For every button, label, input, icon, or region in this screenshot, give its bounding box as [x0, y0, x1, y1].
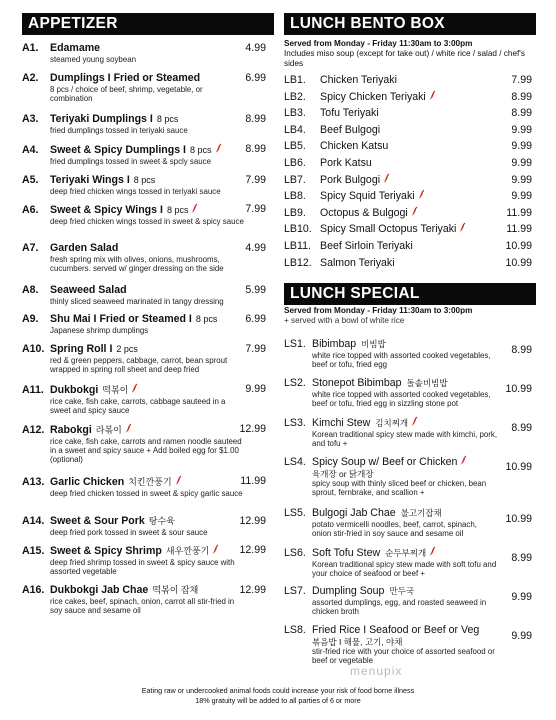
- item-code: LB7.: [284, 173, 306, 186]
- right-column: [284, 0, 536, 665]
- menu-item: [284, 546, 536, 578]
- menu-item-row: [22, 174, 274, 187]
- item-price: 9.99: [511, 630, 532, 642]
- item-name: Pork Bulgogi: [320, 173, 381, 186]
- item-code: LS7.: [284, 585, 306, 597]
- item-code: LS3.: [284, 417, 306, 429]
- menu-item: [284, 416, 536, 448]
- special-rice-note: + served with a bowl of white rice: [284, 316, 405, 325]
- item-name: Dumplings I Fried or Steamed: [50, 72, 201, 84]
- item-code: LS2.: [284, 377, 306, 389]
- item-name: Spicy Small Octopus Teriyaki: [320, 223, 457, 236]
- item-price: 12.99: [239, 515, 266, 527]
- appetizer-header: [22, 13, 274, 35]
- menu-item-row: [22, 42, 274, 55]
- item-price: 8.99: [511, 107, 532, 120]
- item-price: 6.99: [245, 72, 266, 84]
- special-subtitle: [284, 306, 536, 326]
- item-name: Beef Sirloin Teriyaki: [320, 239, 413, 252]
- menu-item: [284, 72, 536, 89]
- item-name: Chicken Katsu: [320, 140, 389, 153]
- item-price: 10.99: [505, 461, 532, 473]
- item-description: fresh spring mix with olives, onions, mushrooms, cucumbers. served w/ ginger dressing on the side: [50, 255, 224, 273]
- menu-item-row: [284, 416, 536, 430]
- item-price: 7.99: [245, 203, 266, 215]
- menu-item-row: [284, 172, 536, 189]
- menu-item-row: [284, 546, 536, 560]
- item-description: white rice topped with assorted cooked vegetables, beef or tofu, fried egg: [312, 351, 491, 369]
- item-description: deep fried shrimp tossed in sweet & spicy sauce with assorted vegetable: [50, 558, 235, 576]
- menu-item-row: [284, 238, 536, 255]
- item-code: LB8.: [284, 190, 306, 203]
- item-description: Korean traditional spicy stew made with kimchi, pork, and tofu +: [312, 430, 498, 448]
- item-name: Garlic Chicken: [50, 476, 125, 488]
- menu-item: [284, 624, 536, 665]
- item-note: 8 pcs: [156, 114, 179, 124]
- item-name: Spicy Squid Teriyaki: [320, 190, 415, 203]
- item-name: Salmon Teriyaki: [320, 256, 395, 269]
- item-description: red & green peppers, cabbage, carrot, bean sprout wrapped in spring roll sheet and deep fried: [50, 356, 228, 374]
- chili-pepper-icon: [215, 143, 222, 153]
- menu-item: [22, 242, 274, 273]
- menu-item-row: [284, 255, 536, 272]
- item-description: Japanese shrimp dumplings: [50, 326, 149, 335]
- item-price: 4.99: [245, 42, 266, 54]
- item-code: LS1.: [284, 338, 306, 350]
- item-name: Beef Bulgogi: [320, 123, 381, 136]
- item-note: 8 pcs: [189, 145, 212, 155]
- special-header: [284, 283, 536, 305]
- item-description: deep fried pork tossed in sweet & sour sauce: [50, 528, 208, 537]
- item-name: Seaweed Salad: [50, 284, 127, 296]
- left-column: [22, 0, 274, 635]
- item-name: Teriyaki Wings I: [50, 174, 130, 186]
- menu-item-row: [22, 515, 274, 528]
- item-name: Edamame: [50, 42, 101, 54]
- watermark: menupix: [350, 664, 403, 678]
- item-note: 2 pcs: [116, 344, 138, 354]
- item-description: fried dumplings tossed in teriyaki sauce: [50, 126, 188, 135]
- menu-item: [22, 423, 274, 464]
- item-note: 비빔밥: [361, 339, 386, 349]
- item-code: A8.: [22, 284, 39, 296]
- special-hours: Served from Monday - Friday 11:30am to 3:00pm: [284, 306, 473, 315]
- menu-item: [22, 72, 274, 103]
- item-name: Stonepot Bibimbap: [312, 377, 402, 389]
- special-title: LUNCH SPECIAL: [290, 285, 420, 302]
- item-description: deep fried chicken tossed in sweet & spicy garlic sauce: [50, 489, 243, 498]
- menu-item-row: [284, 155, 536, 172]
- item-note: 탕수육: [148, 516, 175, 526]
- menu-item-row: [284, 507, 536, 520]
- item-code: LB12.: [284, 256, 312, 269]
- menu-item: [22, 203, 274, 226]
- menu-item-row: [284, 455, 536, 469]
- item-price: 9.99: [245, 383, 266, 395]
- item-price: 9.99: [511, 173, 532, 186]
- footer-gratuity: 18% gratuity will be added to all parties of 6 or more: [195, 696, 361, 705]
- menu-item: [22, 113, 274, 135]
- item-note: 만두국: [389, 586, 415, 596]
- menu-item-row: [284, 585, 536, 598]
- item-code: A10.: [22, 343, 45, 355]
- item-code: A6.: [22, 204, 39, 216]
- menu-item: [22, 515, 274, 537]
- item-code: LB4.: [284, 123, 306, 136]
- item-name: Sweet & Spicy Wings I: [50, 204, 163, 216]
- menu-item-row: [284, 624, 536, 637]
- item-price: 7.99: [511, 74, 532, 86]
- item-name: Chicken Teriyaki: [320, 74, 397, 86]
- item-code: A1.: [22, 42, 39, 54]
- item-description: stir-fried rice with your choice of assorted seafood or beef or vegetable: [312, 647, 495, 665]
- item-code: LB10.: [284, 223, 312, 236]
- item-note: 라볶이: [95, 425, 122, 435]
- chili-pepper-icon: [460, 455, 467, 465]
- item-name: Spicy Soup w/ Beef or Chicken: [312, 456, 458, 468]
- item-price: 11.99: [506, 206, 532, 219]
- item-code: A14.: [22, 515, 45, 527]
- menu-item-row: [284, 72, 536, 89]
- item-note: 김치찌개: [375, 418, 409, 428]
- item-note: 돌솥비빔밥: [406, 378, 448, 388]
- chili-pepper-icon: [411, 206, 418, 216]
- item-name: Teriyaki Dumplings I: [50, 113, 153, 125]
- item-description: potato vermicelli noodles, beef, carrot, spinach, onion stir-fried in soy sauce and sesame oil: [312, 520, 477, 538]
- chili-pepper-icon: [131, 383, 138, 393]
- item-code: LS5.: [284, 507, 306, 519]
- chili-pepper-icon: [429, 90, 436, 100]
- item-name: Octopus & Bulgogi: [320, 206, 408, 219]
- menu-item: [284, 172, 536, 189]
- menu-item-row: [22, 383, 274, 397]
- item-price: 9.99: [511, 156, 532, 169]
- item-name: Dukbokgi Jab Chae: [50, 584, 149, 596]
- chili-pepper-icon: [191, 203, 198, 213]
- menu-item-row: [284, 221, 536, 238]
- menu-item: [284, 238, 536, 255]
- item-price: 8.99: [245, 143, 266, 155]
- item-code: A7.: [22, 242, 39, 254]
- item-code: A9.: [22, 313, 39, 325]
- item-name: Tofu Teriyaki: [320, 107, 379, 120]
- item-code: A5.: [22, 174, 39, 186]
- item-price: 8.99: [511, 344, 532, 356]
- menu-item: [284, 507, 536, 538]
- item-code: A11.: [22, 384, 44, 396]
- item-code: A12.: [22, 424, 45, 436]
- item-description: Korean traditional spicy stew made with soft tofu and your choice of seafood or beef +: [312, 560, 497, 578]
- item-name: Dukbokgi: [50, 384, 99, 396]
- item-code: LB3.: [284, 107, 306, 120]
- item-description: deep fried chicken wings tossed in sweet & spicy sauce: [50, 217, 244, 226]
- chili-pepper-icon: [429, 546, 436, 556]
- menu-item: [284, 338, 536, 369]
- bento-includes: Includes miso soup (except for take out) / white rice / salad / chef's sides: [284, 49, 525, 68]
- item-code: A2.: [22, 72, 39, 84]
- item-name: Spring Roll I: [50, 343, 113, 355]
- item-code: LB6.: [284, 156, 306, 169]
- menu-item-row: [284, 377, 536, 390]
- item-price: 9.99: [511, 140, 532, 153]
- item-price: 8.99: [511, 90, 532, 103]
- item-price: 9.99: [511, 591, 532, 603]
- item-price: 10.99: [505, 256, 532, 269]
- menu-item-row: [284, 138, 536, 155]
- item-code: LB11.: [284, 239, 311, 252]
- item-note: 볶음밥 I 해물, 고기, 야채: [312, 637, 403, 647]
- menu-item-row: [284, 89, 536, 106]
- item-price: 8.99: [245, 113, 266, 125]
- chili-pepper-icon: [125, 423, 132, 433]
- item-description: 8 pcs / choice of beef, shrimp, vegetable, or combination: [50, 85, 203, 103]
- chili-pepper-icon: [383, 173, 390, 183]
- item-name: Shu Mai I Fried or Steamed I: [50, 313, 192, 325]
- item-code: A13.: [22, 476, 45, 488]
- item-name: Kimchi Stew: [312, 417, 371, 429]
- item-code: LS4.: [284, 456, 306, 468]
- item-code: LB5.: [284, 140, 306, 153]
- item-description: spicy soup with thinly sliced beef or chicken, bean sprout, fernbrake, and scallion +: [312, 479, 487, 497]
- item-name: Spicy Chicken Teriyaki: [320, 90, 426, 103]
- bento-hours: Served from Monday - Friday 11:30am to 3:00pm: [284, 39, 473, 48]
- menu-item: [284, 155, 536, 172]
- menu-item: [284, 188, 536, 205]
- menu-item: [22, 42, 274, 64]
- menu-item-row: [22, 242, 274, 255]
- item-note: 8 pcs: [133, 175, 156, 185]
- item-note: 떡볶이 잡채: [152, 585, 199, 595]
- menu-item: [22, 544, 274, 576]
- item-code: LS6.: [284, 547, 306, 559]
- item-note: 8 pcs: [166, 205, 189, 215]
- item-name: Garden Salad: [50, 242, 119, 254]
- chili-pepper-icon: [459, 222, 466, 232]
- item-price: 8.99: [511, 422, 532, 434]
- item-price: 12.99: [239, 584, 266, 596]
- item-name: Bibimbap: [312, 338, 357, 350]
- menu-item: [284, 221, 536, 238]
- item-price: 4.99: [245, 242, 266, 254]
- item-note: 순두부찌개: [385, 548, 427, 558]
- item-description: rice cakes, beef, spinach, onion, carrot all stir-fried in soy sauce and sesame oil: [50, 597, 235, 615]
- menu-item: [22, 143, 274, 166]
- menu-item-row: [284, 338, 536, 351]
- item-name: Sweet & Sour Pork: [50, 515, 145, 527]
- item-name: Dumpling Soup: [312, 585, 385, 597]
- chili-pepper-icon: [418, 189, 425, 199]
- item-description: rice cake, fish cake, carrots and ramen noodle sauteed in a sweet and spicy sauce + Add boiled egg for $1.00 (optional): [50, 437, 242, 464]
- menu-item-row: [22, 343, 274, 356]
- item-price: 12.99: [239, 544, 266, 556]
- item-description: rice cake, fish cake, carrots, cabbage sauteed in a sweet and spicy sauce: [50, 397, 226, 415]
- item-code: A15.: [22, 545, 45, 557]
- item-description: assorted dumplings, egg, and roasted seaweed in chicken broth: [312, 598, 487, 616]
- item-price: 11.99: [240, 475, 266, 487]
- item-price: 9.99: [511, 123, 532, 136]
- item-price: 6.99: [245, 313, 266, 325]
- appetizer-list: [22, 35, 274, 635]
- item-name: Fried Rice I Seafood or Beef or Veg: [312, 624, 480, 636]
- bento-title: LUNCH BENTO BOX: [290, 15, 445, 32]
- menu-item-row: [22, 284, 274, 297]
- menu-item-row: [284, 105, 536, 122]
- item-note: 8 pcs: [195, 314, 218, 324]
- menu-item-row: [22, 72, 274, 85]
- item-price: 9.99: [511, 190, 532, 203]
- item-price: 10.99: [505, 513, 532, 525]
- menu-item: [22, 174, 274, 196]
- item-code: LB1.: [284, 74, 306, 86]
- menu-item: [284, 377, 536, 408]
- menu-item: [22, 343, 274, 374]
- item-code: LS8.: [284, 624, 306, 636]
- menu-item: [284, 205, 536, 222]
- menu-item-row: [284, 188, 536, 205]
- item-name: Sweet & Spicy Dumplings I: [50, 144, 186, 156]
- item-description: steamed young soybean: [50, 55, 136, 64]
- menu-item: [22, 284, 274, 306]
- item-price: 7.99: [245, 174, 266, 186]
- item-name: Pork Katsu: [320, 156, 372, 169]
- item-code: A4.: [22, 144, 39, 156]
- footer-warning: Eating raw or undercooked animal foods could increase your risk of food borne illness: [141, 686, 415, 695]
- menu-item-row: [284, 205, 536, 222]
- item-note: 치킨깐풍기: [128, 477, 172, 487]
- item-note: 새우깐풍기: [165, 546, 210, 556]
- item-code: A16.: [22, 584, 45, 596]
- menu-item: [284, 585, 536, 616]
- menu-item-row: [22, 113, 274, 126]
- menu-item: [284, 455, 536, 497]
- menu-item: [284, 122, 536, 139]
- menu-item-row: [284, 122, 536, 139]
- item-price: 10.99: [505, 239, 532, 252]
- item-description: deep fried chicken wings tossed in teriyaki sauce: [50, 187, 221, 196]
- menu-item-row: [22, 584, 274, 597]
- menu-item: [284, 255, 536, 272]
- appetizer-title: APPETIZER: [28, 15, 118, 32]
- menu-item: [22, 475, 274, 498]
- menu-item-row: [22, 544, 274, 558]
- item-price: 8.99: [511, 552, 532, 564]
- chili-pepper-icon: [175, 475, 182, 485]
- item-code: LB9.: [284, 206, 306, 219]
- menu-item: [22, 584, 274, 615]
- item-code: LB2.: [284, 90, 306, 103]
- bento-subtitle: [284, 39, 536, 69]
- item-price: 12.99: [239, 423, 266, 435]
- menu-item-row: [22, 313, 274, 326]
- item-name: Bulgogi Jab Chae: [312, 507, 396, 519]
- menu-item: [284, 89, 536, 106]
- bento-list: [284, 72, 536, 271]
- menu-item: [284, 138, 536, 155]
- menu-item-row: [22, 475, 274, 489]
- item-code: A3.: [22, 113, 39, 125]
- chili-pepper-icon: [212, 544, 219, 554]
- item-price: 11.99: [506, 223, 532, 236]
- chili-pepper-icon: [411, 416, 418, 426]
- bento-header: [284, 13, 536, 35]
- item-description: white rice topped with assorted cooked vegetables, beef or tofu, fried egg in sizzling stone pot: [312, 390, 491, 408]
- item-note: 떡볶이: [102, 385, 129, 395]
- item-name: Soft Tofu Stew: [312, 547, 381, 559]
- item-price: 5.99: [245, 284, 266, 296]
- item-name: Sweet & Spicy Shrimp: [50, 545, 162, 557]
- item-price: 10.99: [505, 383, 532, 395]
- item-note: 육개장 or 닭개장: [312, 469, 374, 479]
- menu-item: [284, 105, 536, 122]
- item-price: 7.99: [245, 343, 266, 355]
- item-description: fried dumplings tossed in sweet & spcly sauce: [50, 157, 211, 166]
- item-note: 불고기잡채: [400, 508, 442, 518]
- item-description: thinly sliced seaweed marinated in tangy dressing: [50, 297, 224, 306]
- menu-item-row: [22, 423, 274, 437]
- menu-item-row: [22, 143, 274, 157]
- item-name: Rabokgi: [50, 424, 92, 436]
- menu-item-row: [22, 203, 274, 217]
- menu-item: [22, 383, 274, 415]
- menu-item: [22, 313, 274, 335]
